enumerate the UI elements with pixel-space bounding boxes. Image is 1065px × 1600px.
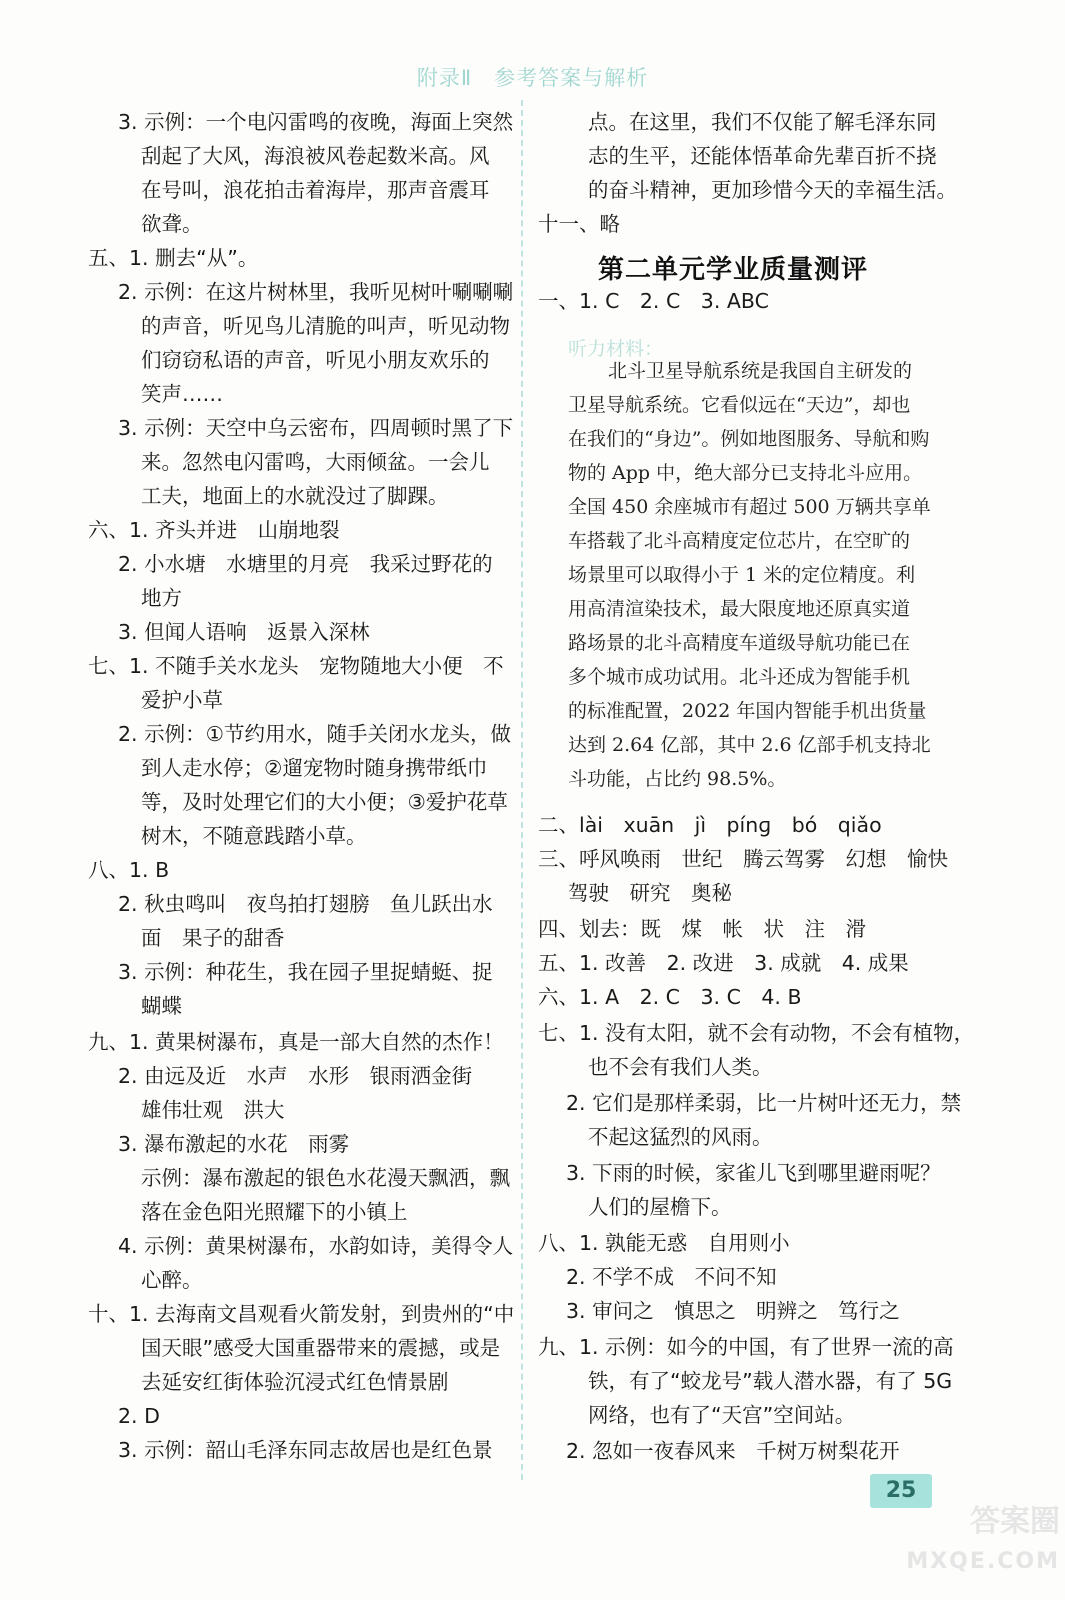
listening-line: 用高清渲染技术，最大限度地还原真实道	[568, 598, 911, 620]
text-line: 五、1. 改善 2. 改进 3. 成就 4. 成果	[538, 951, 909, 975]
text-line: 3. 示例：天空中乌云密布，四周顿时黑了下	[118, 416, 514, 440]
text-line: 志的生平，还能体悟革命先辈百折不挠	[588, 144, 937, 168]
text-line: 也不会有我们人类。	[588, 1055, 773, 1079]
text-line: 笑声……	[141, 382, 223, 406]
text-line: 七、1. 不随手关水龙头 宠物随地大小便 不	[88, 654, 504, 678]
text-line: 的声音，听见鸟儿清脆的叫声，听见动物	[141, 314, 510, 338]
text-line: 在号叫，浪花拍击着海岸，那声音震耳	[141, 178, 490, 202]
text-line: 六、1. 齐头并进 山崩地裂	[88, 518, 340, 542]
text-line: 国天眼”感受大国重器带来的震撼，或是	[141, 1336, 501, 1360]
text-line: 欲聋。	[141, 212, 203, 236]
text-line: 2. 它们是那样柔弱，比一片树叶还无力，禁	[566, 1091, 962, 1115]
text-line: 2. 不学不成 不问不知	[566, 1265, 777, 1289]
watermark-url: MXQE.COM	[906, 1549, 1060, 1574]
listening-line: 车搭载了北斗高精度定位芯片，在空旷的	[568, 530, 911, 552]
text-line: 蝴蝶	[141, 994, 182, 1018]
text-line: 工夫，地面上的水就没过了脚踝。	[141, 484, 449, 508]
watermark-logo-text: 答案圈	[970, 1504, 1060, 1539]
text-line: 3. 示例：韶山毛泽东同志故居也是红色景	[118, 1438, 493, 1462]
text-line: 十一、略	[538, 212, 620, 236]
text-line: 落在金色阳光照耀下的小镇上	[141, 1200, 408, 1224]
text-line: 地方	[141, 586, 182, 610]
text-line: 3. 但闻人语响 返景入深林	[118, 620, 370, 644]
text-line: 八、1. 孰能无惑 自用则小	[538, 1231, 790, 1255]
text-line: 2. 忽如一夜春风来 千树万树梨花开	[566, 1439, 900, 1463]
page-number: 25	[870, 1474, 932, 1508]
text-line: 3. 下雨的时候，家雀儿飞到哪里避雨呢？	[566, 1161, 941, 1185]
text-line: 2. 小水塘 水塘里的月亮 我采过野花的	[118, 552, 493, 576]
text-line: 九、1. 黄果树瀑布，真是一部大自然的杰作！	[88, 1030, 504, 1054]
text-line: 4. 示例：黄果树瀑布，水韵如诗，美得令人	[118, 1234, 514, 1258]
text-line: 九、1. 示例：如今的中国，有了世界一流的高	[538, 1335, 954, 1359]
text-line: 树木，不随意践踏小草。	[141, 824, 367, 848]
listening-line: 场景里可以取得小于 1 米的定位精度。利	[568, 564, 916, 586]
text-line: 八、1. B	[88, 858, 170, 882]
listening-line: 多个城市成功试用。北斗还成为智能手机	[568, 666, 911, 688]
listening-label: 听力材料：	[568, 338, 664, 360]
text-line: 的奋斗精神，更加珍惜今天的幸福生活。	[588, 178, 957, 202]
text-line: 雄伟壮观 洪大	[141, 1098, 285, 1122]
listening-line: 斗功能，占比约 98.5%。	[568, 768, 787, 790]
text-line: 二、lài xuān jì pínɡ bó qiǎo	[538, 813, 882, 837]
column-divider	[521, 100, 523, 1480]
text-line: 3. 瀑布激起的水花 雨雾	[118, 1132, 350, 1156]
text-line: 2. 示例：在这片树林里，我听见树叶唰唰唰	[118, 280, 514, 304]
text-line: 三、呼风唤雨 世纪 腾云驾雾 幻想 愉快	[538, 847, 948, 871]
text-line: 人们的屋檐下。	[588, 1195, 732, 1219]
text-line: 3. 审问之 慎思之 明辨之 笃行之	[566, 1299, 900, 1323]
text-line: 六、1. A 2. C 3. C 4. B	[538, 985, 802, 1009]
text-line: 刮起了大风，海浪被风卷起数米高。风	[141, 144, 490, 168]
text-line: 驾驶 研究 奥秘	[568, 881, 732, 905]
appendix-label: 附录Ⅱ	[416, 66, 473, 90]
listening-line: 路场景的北斗高精度车道级导航功能已在	[568, 632, 911, 654]
watermark	[860, 1502, 1060, 1597]
text-line: 心醉。	[141, 1268, 203, 1292]
text-line: 等，及时处理它们的大小便；③爱护花草	[141, 790, 508, 814]
section-title: 第二单元学业质量测评	[598, 255, 869, 285]
text-line: 十、1. 去海南文昌观看火箭发射，到贵州的“中	[88, 1302, 515, 1326]
text-line: 到人走水停；②遛宠物时随身携带纸巾	[141, 756, 488, 780]
text-line: 3. 示例：种花生，我在园子里捉蜻蜓、捉	[118, 960, 493, 984]
text-line: 不起这猛烈的风雨。	[588, 1125, 773, 1149]
listening-line: 达到 2.64 亿部，其中 2.6 亿部手机支持北	[568, 734, 931, 756]
text-line: 去延安红街体验沉浸式红色情景剧	[141, 1370, 449, 1394]
text-line: 2. D	[118, 1404, 160, 1428]
text-line: 四、划去：既 煤 帐 状 注 滑	[538, 917, 866, 941]
text-line: 五、1. 删去“从”。	[88, 246, 259, 270]
text-line: 面 果子的甜香	[141, 926, 285, 950]
text-line: 来。忽然电闪雷鸣，大雨倾盆。一会儿	[141, 450, 490, 474]
text-line: 2. 由远及近 水声 水形 银雨洒金街	[118, 1064, 473, 1088]
text-line: 3. 示例：一个电闪雷鸣的夜晚，海面上突然	[118, 110, 514, 134]
text-line: 点。在这里，我们不仅能了解毛泽东同	[588, 110, 937, 134]
text-line: 一、1. C 2. C 3. ABC	[538, 289, 769, 313]
listening-line: 物的 App 中，绝大部分已支持北斗应用。	[568, 462, 923, 484]
text-line: 2. 示例：①节约用水，随手关闭水龙头，做	[118, 722, 511, 746]
page-header	[0, 62, 1065, 92]
text-line: 铁，有了“蛟龙号”载人潜水器，有了 5G	[588, 1369, 953, 1393]
text-line: 七、1. 没有太阳，就不会有动物，不会有植物，	[538, 1021, 975, 1045]
listening-line: 的标准配置，2022 年国内智能手机出货量	[568, 700, 927, 722]
text-line: 2. 秋虫鸣叫 夜鸟拍打翅膀 鱼儿跃出水	[118, 892, 493, 916]
listening-line: 北斗卫星导航系统是我国自主研发的	[608, 360, 913, 382]
text-line: 爱护小草	[141, 688, 223, 712]
listening-line: 卫星导航系统。它看似远在“天边”，却也	[568, 394, 911, 416]
header-title: 参考答案与解析	[494, 66, 649, 90]
listening-line: 全国 450 余座城市有超过 500 万辆共享单	[568, 496, 931, 518]
text-line: 网络，也有了“天宫”空间站。	[588, 1403, 856, 1427]
listening-line: 在我们的“身边”。例如地图服务、导航和购	[568, 428, 930, 450]
text-line: 们窃窃私语的声音，听见小朋友欢乐的	[141, 348, 490, 372]
text-line: 示例：瀑布激起的银色水花漫天飘洒，飘	[141, 1166, 510, 1190]
